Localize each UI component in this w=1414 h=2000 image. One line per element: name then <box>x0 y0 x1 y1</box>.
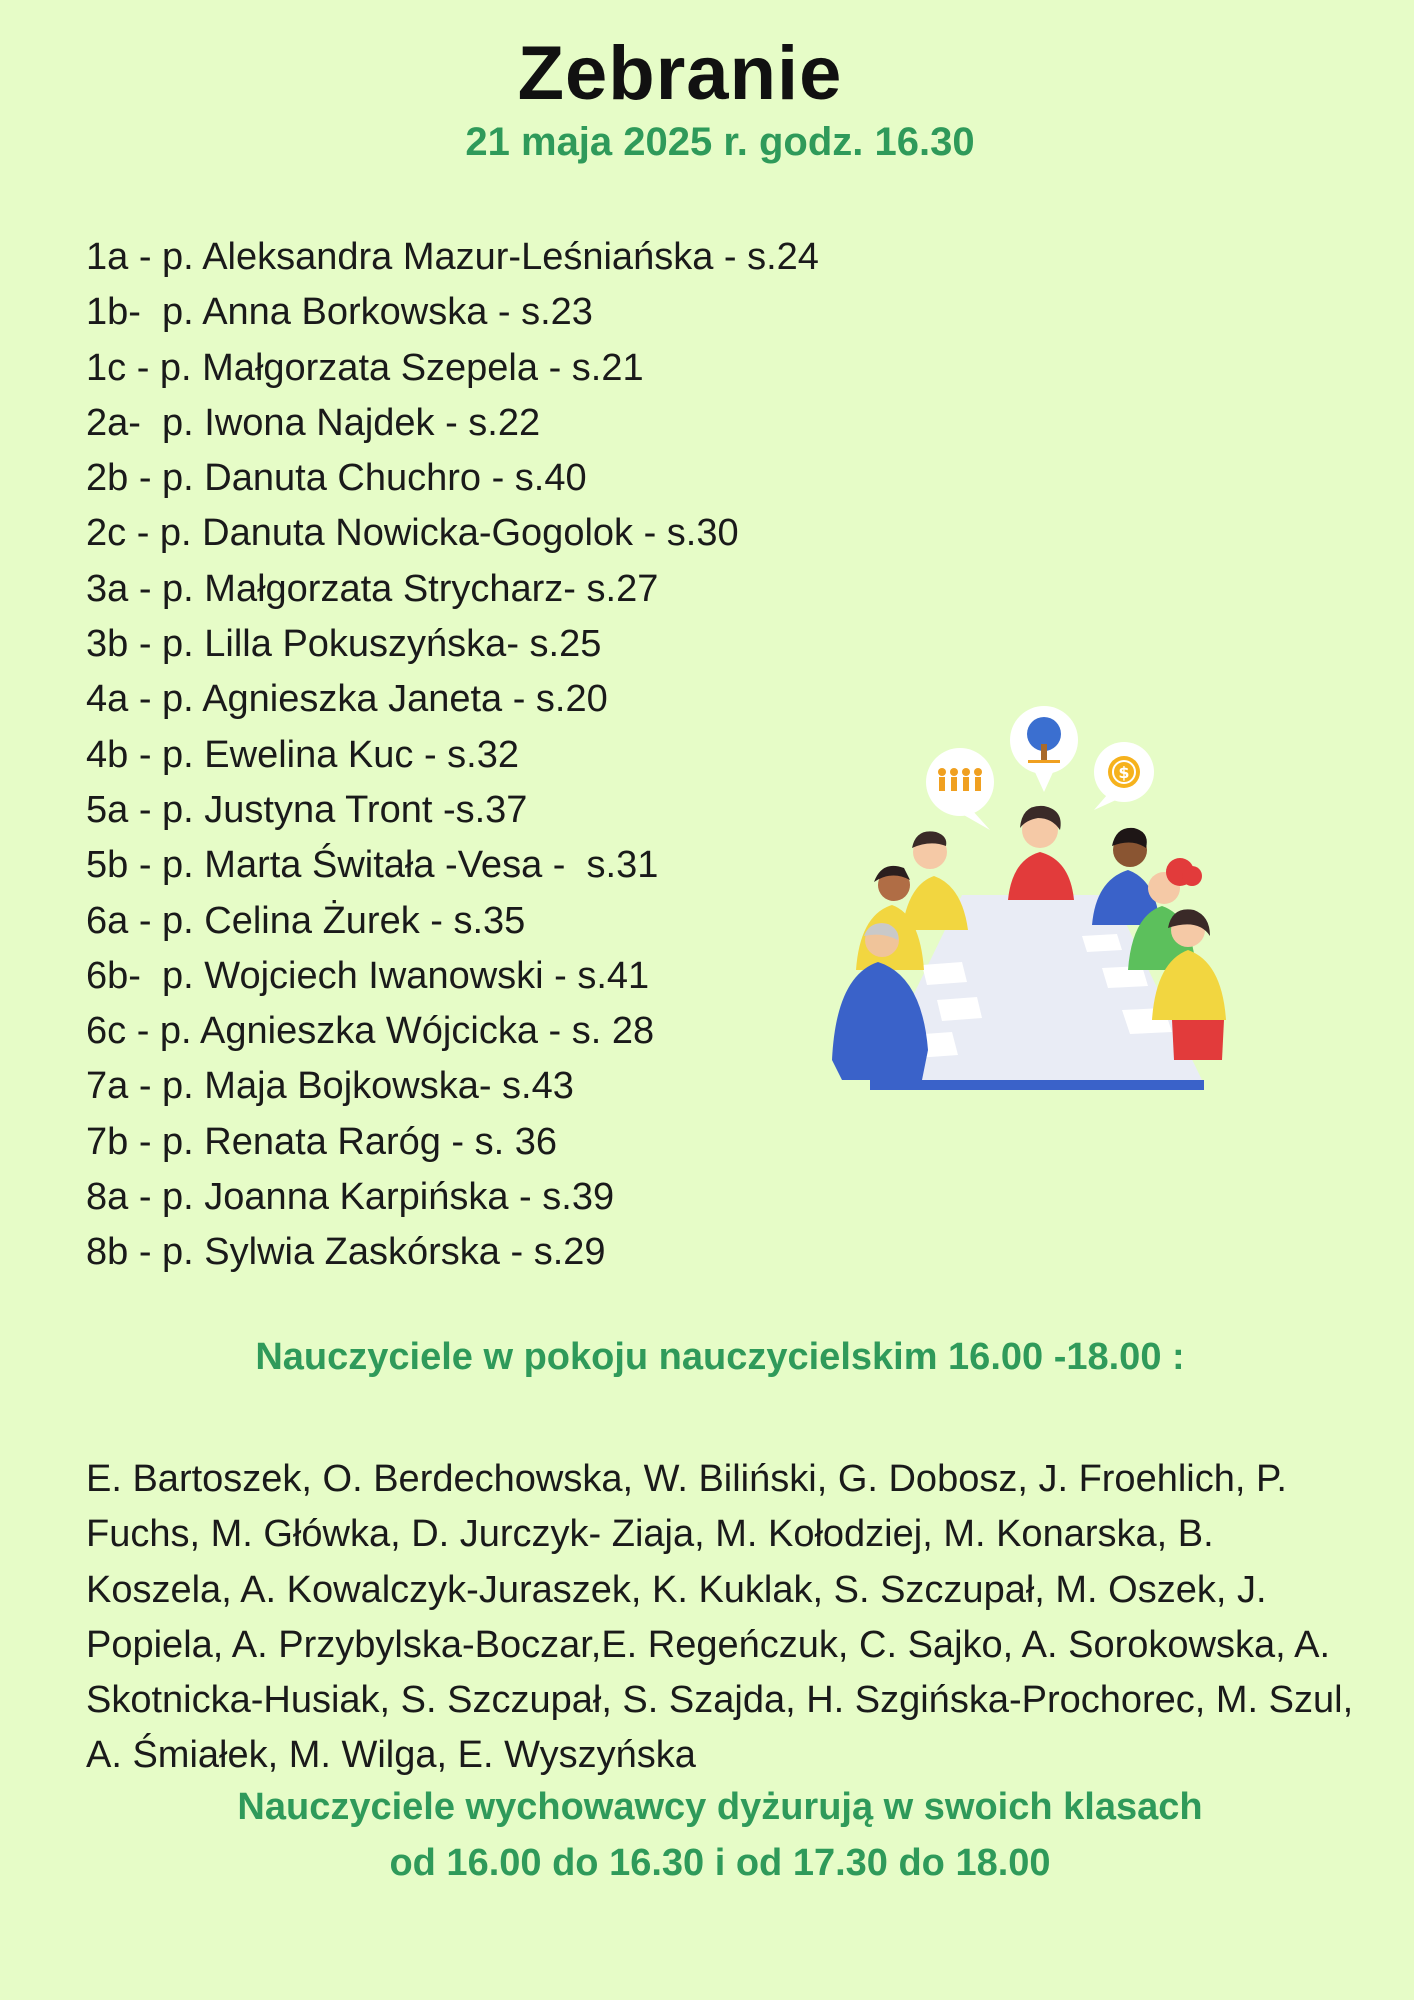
list-item: 2a- p. Iwona Najdek - s.22 <box>86 401 541 444</box>
duty-info-line-1: Nauczyciele wychowawcy dyżurują w swoich klasach <box>237 1786 1203 1828</box>
people-bubble-icon <box>926 748 994 830</box>
page-title: Zebranie <box>517 31 843 116</box>
list-item: 4a - p. Agnieszka Janeta - s.20 <box>86 678 608 721</box>
list-item: 5a - p. Justyna Tront -s.37 <box>86 788 528 831</box>
teachers-room-heading: Nauczyciele w pokoju nauczycielskim 16.00 -18.00 : <box>255 1336 1185 1378</box>
list-item: 7b - p. Renata Raróg - s. 36 <box>86 1120 558 1163</box>
list-item: 6b- p. Wojciech Iwanowski - s.41 <box>86 954 650 997</box>
list-item: 6a - p. Celina Żurek - s.35 <box>86 899 526 942</box>
list-item: 1c - p. Małgorzata Szepela - s.21 <box>86 346 644 389</box>
list-item: 6c - p. Agnieszka Wójcicka - s. 28 <box>86 1010 655 1053</box>
meeting-illustration <box>812 700 1272 1100</box>
money-bubble-icon <box>1094 742 1154 810</box>
duty-info-line-2: od 16.00 do 16.30 i od 17.30 do 18.00 <box>389 1842 1051 1884</box>
list-item: 8a - p. Joanna Karpińska - s.39 <box>86 1176 615 1219</box>
list-item: 4b - p. Ewelina Kuc - s.32 <box>86 733 519 776</box>
list-item: 1b- p. Anna Borkowska - s.23 <box>86 291 593 334</box>
class-teacher-list <box>86 230 819 1281</box>
svg-text:$: $ <box>1118 763 1130 782</box>
list-item: 7a - p. Maja Bojkowska- s.43 <box>86 1065 574 1108</box>
tree-bubble-icon <box>1010 706 1078 792</box>
meeting-date: 21 maja 2025 r. godz. 16.30 <box>465 120 975 164</box>
list-item: 3a - p. Małgorzata Strycharz- s.27 <box>86 567 659 610</box>
list-item: 1a - p. Aleksandra Mazur-Leśniańska - s.24 <box>86 236 819 278</box>
list-item: 5b - p. Marta Świtała -Vesa - s.31 <box>86 844 659 887</box>
teachers-list: E. Bartoszek, O. Berdechowska, W. Biliński, G. Dobosz, J. Froehlich, P. Fuchs, M. Główka, D. Jurczyk- Ziaja, M. Kołodziej, M. Konarska, B. Koszela, A. Kowalczyk-Juraszek, K. Kuklak, S. Szczupał, M. Oszek, J. Popiela, A. Przybylska-Boczar,E. Regeńczuk, C. Sajko, A. Sorokowska, A. Skotnicka-Husiak, S. Szczupał, S. Szajda, H. Szgińska-Prochorec, M. Szul, A. Śmiałek, M. Wilga, E. Wyszyńska <box>86 1458 1354 1777</box>
list-item: 8b - p. Sylwia Zaskórska - s.29 <box>86 1231 606 1274</box>
list-item: 2b - p. Danuta Chuchro - s.40 <box>86 457 587 500</box>
list-item: 2c - p. Danuta Nowicka-Gogolok - s.30 <box>86 512 739 555</box>
list-item: 3b - p. Lilla Pokuszyńska- s.25 <box>86 623 602 666</box>
